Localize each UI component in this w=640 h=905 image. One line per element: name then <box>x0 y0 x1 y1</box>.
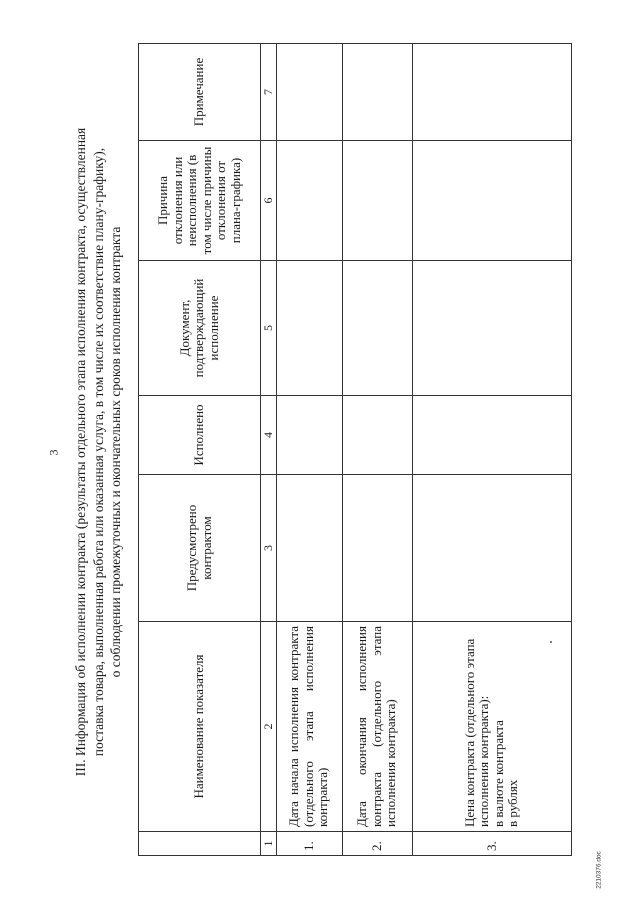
table-row <box>276 44 342 856</box>
column-number: 1 <box>261 832 277 856</box>
indicator-name: Дата окончания исполнения контракта (отдельного этапа исполнения контракта) <box>342 622 412 832</box>
table-header-row <box>139 44 261 856</box>
table-row <box>342 44 412 856</box>
reason-cell <box>412 141 572 261</box>
row-number: 1. <box>276 832 342 856</box>
section-heading-wrapper <box>70 90 126 814</box>
document-cell <box>412 261 572 396</box>
header-row-number <box>139 832 261 856</box>
header-note: Примечание <box>139 44 261 141</box>
reason-cell <box>276 141 342 261</box>
rotated-table-wrapper <box>138 44 572 856</box>
section-heading-line-1: III. Информация об исполнении контракта (результаты отдельного этапа исполнения контракта, осуществленная <box>72 127 88 777</box>
contract-execution-table-area <box>138 44 572 856</box>
column-number: 5 <box>261 261 277 396</box>
indicator-name-line: в валюте контракта <box>490 720 506 827</box>
indicator-name-line: в рублях <box>505 779 521 827</box>
column-number: 3 <box>261 475 277 622</box>
note-cell <box>342 44 412 141</box>
executed-cell <box>276 396 342 475</box>
scan-speck <box>550 641 552 643</box>
note-cell <box>276 44 342 141</box>
document-cell <box>342 261 412 396</box>
section-heading <box>72 90 125 814</box>
indicator-name-line: Цена контракта (отдельного этапа исполнения контракта): <box>461 638 492 827</box>
reason-cell <box>342 141 412 261</box>
planned-cell <box>342 475 412 622</box>
executed-cell <box>342 396 412 475</box>
column-number: 2 <box>261 622 277 832</box>
row-number: 2. <box>342 832 412 856</box>
contract-execution-table <box>138 43 572 856</box>
header-document: Документ, подтверждающий исполнение <box>139 261 261 396</box>
column-number: 4 <box>261 396 277 475</box>
indicator-name: Дата начала исполнения контракта (отдельного этапа исполнения контракта) <box>276 622 342 832</box>
document-code-wrapper <box>593 852 604 888</box>
header-indicator-name: Наименование показателя <box>139 622 261 832</box>
page-number: 3 <box>46 449 61 456</box>
column-number: 7 <box>261 44 277 141</box>
indicator-name <box>412 622 572 832</box>
header-executed: Исполнено <box>139 396 261 475</box>
section-heading-line-2: поставка товара, выполненная работа или оказанная услуга, в том числе их соответствие плану-графику), <box>90 147 106 757</box>
header-deviation-reason: Причина отклонения или неисполнения (в том числе причины отклонения от плана-графика) <box>139 141 261 261</box>
section-heading-line-3: о соблюдении промежуточных и окончательных сроков исполнения контракта <box>107 226 123 678</box>
note-cell <box>412 44 572 141</box>
column-number-row <box>261 44 277 856</box>
document-cell <box>276 261 342 396</box>
executed-cell <box>412 396 572 475</box>
table-row <box>412 44 572 856</box>
planned-cell <box>412 475 572 622</box>
column-number: 6 <box>261 141 277 261</box>
header-planned: Предусмотрено контрактом <box>139 475 261 622</box>
row-number: 3. <box>412 832 572 856</box>
document-code: 2210376.doc <box>595 851 602 889</box>
planned-cell <box>276 475 342 622</box>
